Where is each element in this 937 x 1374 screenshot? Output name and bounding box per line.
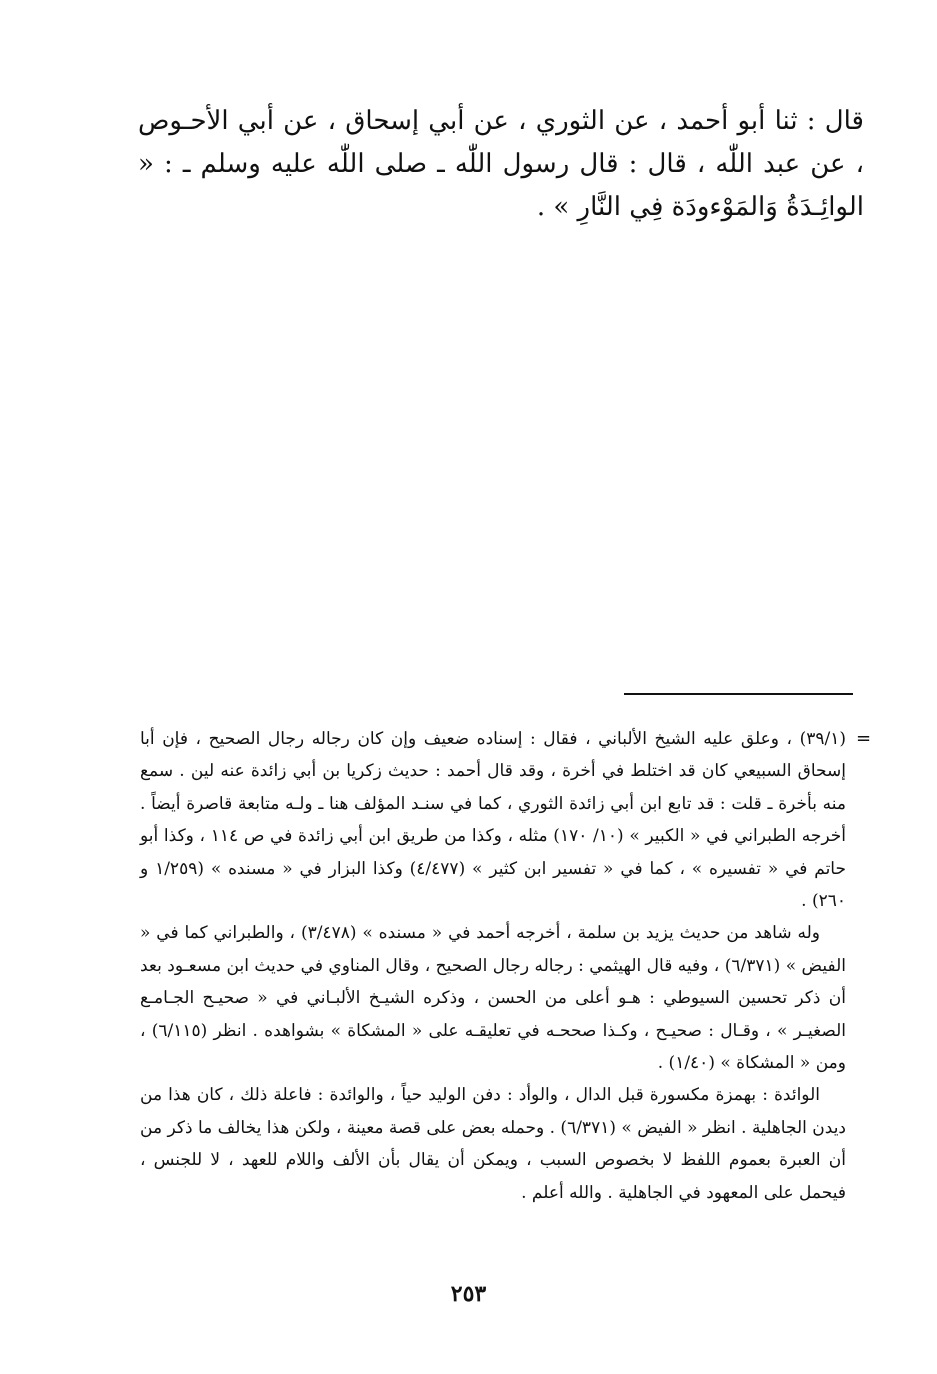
footnote-separator bbox=[624, 693, 853, 695]
footnote-paragraph: الوائدة : بهمزة مكسورة قبل الدال ، والوأد : دفن الوليد حياً ، والوائدة : فاعلة ذلك ، كان هذا من ديدن الجاهلية . انظر « الفيض » (٦/٣٧١) . وحمله بعض على قصة معينة ، ولكن هذا يخالف ما ذكر من أن العبرة بعموم اللفظ لا بخصوص السبب ، ويمكن أن يقال بأن الألف واللام للعهد ، لا للجنس ، فيحمل على المعهود في الجاهلية . والله أعلم . bbox=[140, 1085, 846, 1203]
footnotes bbox=[140, 723, 846, 1209]
main-text bbox=[138, 100, 864, 229]
footnote-paragraph: (٣٩/١) ، وعلق عليه الشيخ الألباني ، فقال : إسناده ضعيف وإن كان رجاله رجال الصحيح ، فإن أبا إسحاق السبيعي كان قد اختلط في أخرة ، وقد قال أحمد : حديث زكريا بن أبي زائدة عنه لين . سمع منه بأخرة ـ قلت : قد تابع ابن أبي زائدة الثوري ، كما في سنـد المؤلف هنا ـ ولـه متابعة قاصرة أيضاً . أخرجه الطبراني في « الكبير » (١٠/ ١٧٠) مثله ، وكذا من طريق ابن أبي زائدة في ص ١١٤ ، وكذا أبو حاتم في « تفسيره » ، كما في « تفسير ابن كثير » (٤/٤٧٧) وكذا البزار في « مسنده » (١/٢٥٩ و ٢٦٠) . bbox=[140, 729, 847, 912]
page-number: ٢٥٣ bbox=[450, 1281, 487, 1307]
main-paragraph: قال : ثنا أبو أحمد ، عن الثوري ، عن أبي إسحاق ، عن أبي الأحـوص ، عن عبد اللّٰه ، قال : قال رسول اللّٰه ـ صلى اللّٰه عليه وسلم ـ : « الوائِـدَةُ وَالمَوْءودَة فِي النَّارِ » . bbox=[138, 106, 864, 222]
footnote-paragraph: وله شاهد من حديث يزيد بن سلمة ، أخرجه أحمد في « مسنده » (٣/٤٧٨) ، والطبراني كما في « الفيض » (٦/٣٧١) ، وفيه قال الهيثمي : رجاله رجال الصحيح ، وقال المناوي في حديث ابن مسعـود بعد أن ذكر تحسين السيوطي : هـو أعلى من الحسن ، وذكره الشيـخ الألبـاني في « صحيـح الجـامـع الصغيـر » ، وقـال : صحيـح ، وكـذا صححـه في تعليقـه على « المشكاة » بشواهده . انظر (٦/١١٥) ، ومن « المشكاة » (١/٤٠) . bbox=[140, 923, 847, 1074]
footnote-continuation-mark: = bbox=[856, 728, 872, 749]
